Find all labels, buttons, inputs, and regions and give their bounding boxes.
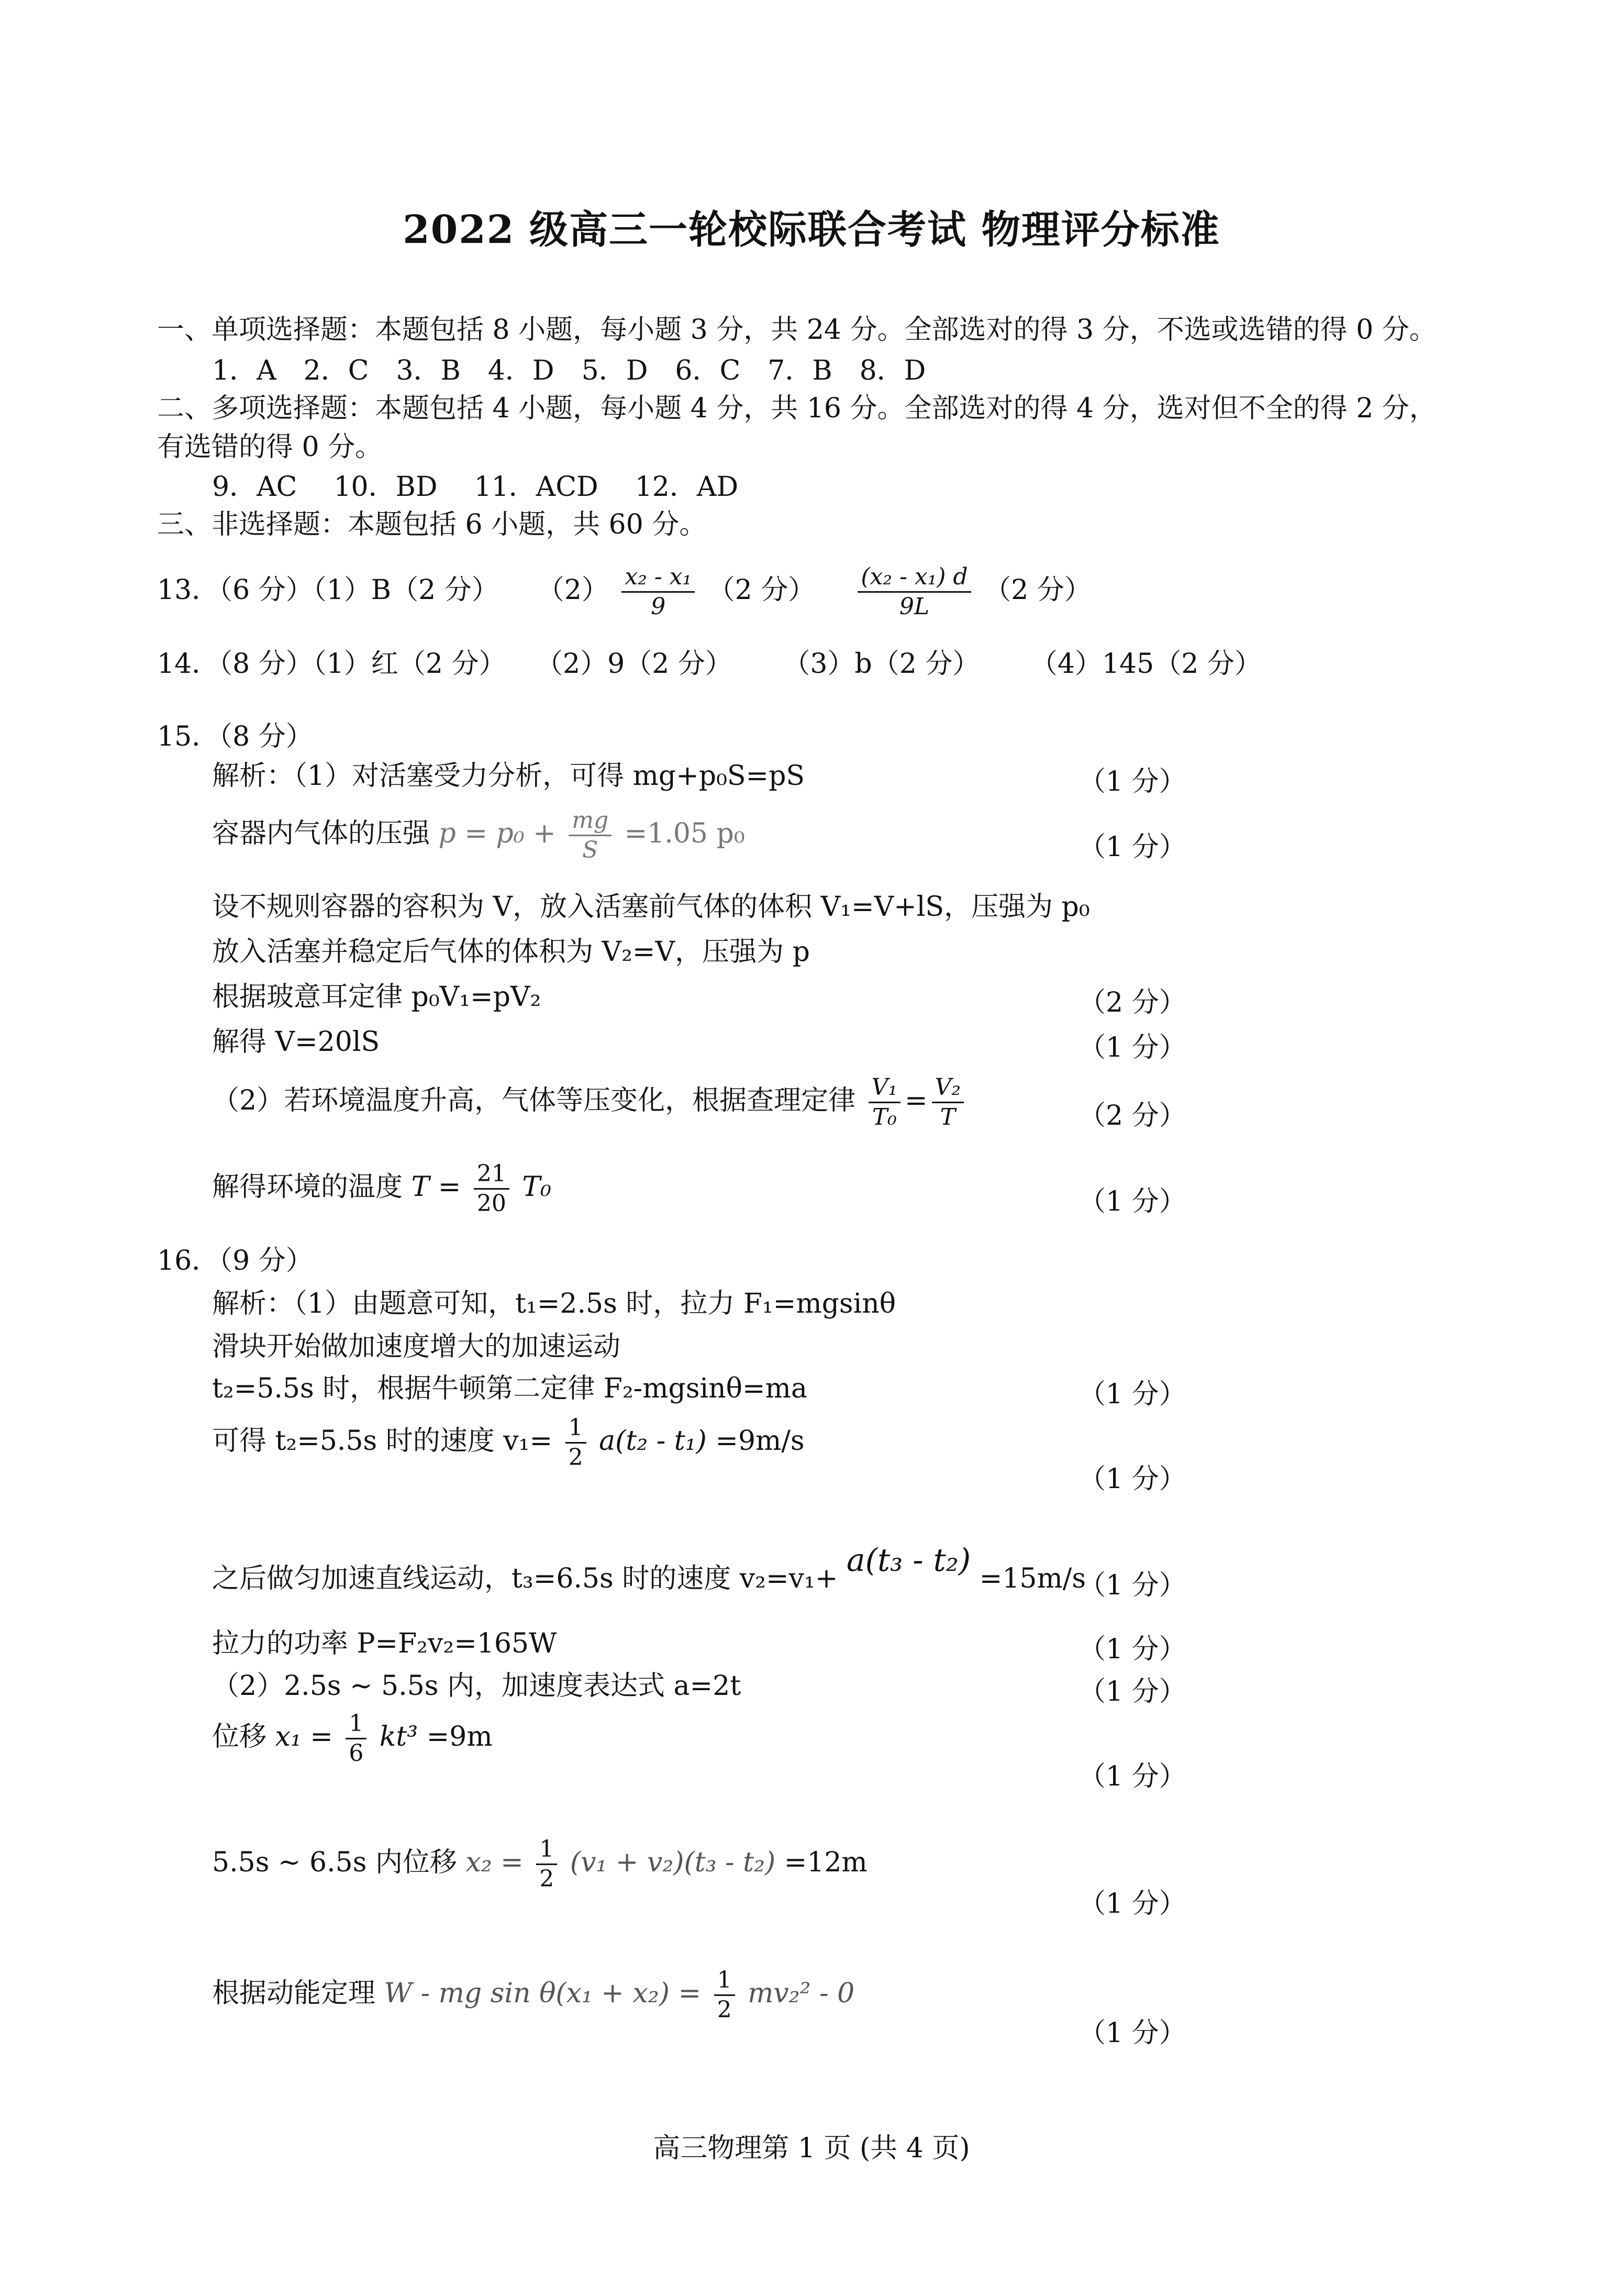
q16-line10-fraction: [714, 1966, 735, 2024]
q16-line5-text: 之后做匀加速直线运动，t₃=6.5s 时的速度 v₂=v₁+: [212, 1563, 838, 1594]
q15-line2-numerator: mg: [569, 806, 612, 836]
q15-line7-denominator-1: T₀: [872, 1104, 897, 1130]
section1-heading: 一、单项选择题：本题包括 8 小题，每小题 3 分，共 24 分。全部选对的得 3 分，不选或选错的得 0 分。: [157, 314, 1437, 346]
q16-line4-rhs: =9m/s: [715, 1425, 805, 1457]
q16-line9-rhs: =12m: [784, 1847, 868, 1878]
q16-line5: [212, 1542, 1086, 1595]
q15-line6: 解得 V=20lS: [212, 1026, 380, 1058]
section1-answers: [212, 354, 953, 387]
q16-line4-fraction: [565, 1414, 586, 1472]
q16-line4-expr: a(t₂ - t₁): [599, 1425, 707, 1457]
q14-line: [157, 647, 1262, 681]
q16-line4-denominator: 2: [568, 1444, 583, 1471]
q16-line7-score: （1 分）: [1079, 1676, 1186, 1707]
q13-fraction-2-numerator: (x₂ - x₁) d: [858, 563, 971, 593]
q13-fraction-1-numerator: x₂ - x₁: [621, 563, 695, 593]
q13-part1: 13．（6 分）（1）B（2 分）: [157, 574, 499, 606]
answer-6: 6．C: [675, 355, 741, 386]
q15-line3: 设不规则容器的容积为 V，放入活塞前气体的体积 V₁=V+lS，压强为 p₀: [212, 891, 1090, 923]
q13-fraction-2-denominator: 9L: [899, 593, 930, 620]
q15-line8-fraction: [474, 1160, 509, 1218]
answer-3: 3．B: [396, 355, 461, 386]
q16-line3-score: （1 分）: [1079, 1379, 1186, 1410]
answer-10: 10．BD: [334, 471, 438, 503]
q16-line9-numerator: 1: [536, 1835, 557, 1865]
q15-line7-numerator-2: V₂: [932, 1073, 964, 1103]
q16-line4: [212, 1414, 805, 1472]
q15-line8-text: 解得环境的温度: [212, 1171, 403, 1203]
q16-line5-rhs: =15m/s: [979, 1563, 1086, 1594]
q16-line2: 滑块开始做加速度增大的加速运动: [212, 1331, 621, 1362]
q16-line8-lhs: x₁ =: [275, 1721, 333, 1752]
answer-2: 2．C: [303, 355, 369, 386]
q13-score-2: （2 分）: [707, 574, 816, 606]
q13-part2-label: （2）: [537, 574, 609, 606]
q16-line8-denominator: 6: [349, 1740, 364, 1767]
q16-line7: （2）2.5s ~ 5.5s 内，加速度表达式 a=2t: [212, 1670, 741, 1702]
q15-line4: 放入活塞并稳定后气体的体积为 V₂=V，压强为 p: [212, 936, 810, 968]
q16-heading: 16．（9 分）: [157, 1245, 313, 1277]
q15-line7-score: （2 分）: [1079, 1100, 1186, 1132]
answer-8: 8．D: [859, 355, 926, 386]
q15-line7-denominator-2: T: [940, 1104, 956, 1130]
q13-fraction-2: [858, 563, 971, 621]
q16-line10-text: 根据动能定理: [212, 1978, 376, 2009]
q15-line5: 根据玻意耳定律 p₀V₁=pV₂: [212, 981, 541, 1013]
q15-line8-score: （1 分）: [1079, 1186, 1186, 1217]
q15-line2-score: （1 分）: [1079, 831, 1186, 863]
q16-line4-text: 可得 t₂=5.5s 时的速度 v₁=: [212, 1425, 553, 1457]
q15-line2: [212, 806, 745, 864]
answer-9: 9．AC: [212, 471, 297, 503]
q13-line: [157, 563, 1092, 621]
q16-line10-expr: mv₂² - 0: [748, 1978, 855, 2009]
q15-line8-denominator: 20: [476, 1190, 506, 1217]
q15-line7-numerator-1: V₁: [869, 1073, 901, 1103]
q16-line9-score: （1 分）: [1079, 1888, 1186, 1920]
q15-line7-fraction-1: [869, 1073, 901, 1132]
q16-line3: t₂=5.5s 时，根据牛顿第二定律 F₂-mgsinθ=ma: [212, 1373, 807, 1404]
q16-line10-score: （1 分）: [1079, 2017, 1186, 2049]
q16-line9-fraction: [536, 1835, 557, 1893]
q16-line8-expr: kt³: [379, 1721, 418, 1752]
q16-line8-numerator: 1: [346, 1710, 366, 1739]
q16-line9-text: 5.5s ~ 6.5s 内位移: [212, 1847, 457, 1878]
q15-line8-numerator: 21: [474, 1160, 509, 1190]
q14-part1: 14．（8 分）（1）红（2 分）: [157, 648, 506, 680]
q16-line10-denominator: 2: [717, 1996, 732, 2023]
q13-fraction-1: [621, 563, 695, 621]
q16-line8: [212, 1710, 493, 1768]
q16-line1: 解析：（1）由题意可知，t₁=2.5s 时，拉力 F₁=mgsinθ: [212, 1288, 896, 1319]
q15-line2-denominator: S: [582, 837, 598, 863]
q16-line8-rhs: =9m: [426, 1721, 493, 1752]
q16-line10: [212, 1966, 854, 2024]
q13-score-3: （2 分）: [984, 574, 1092, 606]
q16-line8-fraction: [346, 1710, 366, 1768]
q16-line10-lhs: W - mg sin θ(x₁ + x₂) =: [384, 1978, 702, 2009]
section2-heading-line2: 有选错的得 0 分。: [157, 431, 383, 463]
q15-line2-text: 容器内气体的压强: [212, 818, 430, 849]
q16-line9-denominator: 2: [539, 1866, 554, 1892]
q16-line9: [212, 1835, 868, 1893]
q15-line7-fraction-2: [932, 1073, 964, 1132]
q16-line9-lhs: x₂ =: [465, 1847, 524, 1878]
q14-part3: （3）b（2 分）: [783, 648, 980, 680]
section2-heading-line1: 二、多项选择题：本题包括 4 小题，每小题 4 分，共 16 分。全部选对的得 4 分，选对但不全的得 2 分，: [157, 393, 1437, 424]
q16-line10-numerator: 1: [714, 1966, 735, 1996]
q15-line1-score: （1 分）: [1079, 766, 1186, 797]
answer-11: 11．ACD: [474, 471, 598, 503]
q14-part4: （4）145（2 分）: [1030, 648, 1262, 680]
answer-1: 1．A: [212, 355, 276, 386]
q15-line2-fraction: [569, 806, 612, 864]
answer-5: 5．D: [581, 355, 648, 386]
section2-answers: [212, 470, 765, 504]
q16-line8-text: 位移: [212, 1721, 267, 1752]
q15-line2-rhs: =1.05 p₀: [624, 818, 745, 849]
q16-line6-score: （1 分）: [1079, 1634, 1186, 1665]
q13-fraction-1-denominator: 9: [651, 593, 666, 620]
answer-4: 4．D: [487, 355, 554, 386]
q15-line6-score: （1 分）: [1079, 1032, 1186, 1063]
q16-line5-score: （1 分）: [1079, 1570, 1186, 1601]
q16-line9-expr: (v₁ + v₂)(t₃ - t₂): [570, 1847, 776, 1878]
q15-line2-lhs: p = p₀ +: [438, 818, 556, 849]
page-title: 2022 级高三一轮校际联合考试 物理评分标准: [403, 207, 1220, 252]
section3-heading: 三、非选择题：本题包括 6 小题，共 60 分。: [157, 509, 707, 540]
q15-line7: （2）若环境温度升高，气体等压变化，根据查理定律 $\frac{\text{V₁}}{\text{T₀}}$ = $\frac{\text{V₂}}{T}$: [212, 1073, 968, 1132]
q16-line4-score: （1 分）: [1079, 1463, 1186, 1495]
q16-line6: 拉力的功率 P=F₂v₂=165W: [212, 1628, 557, 1659]
q15-line5-score: （2 分）: [1079, 987, 1186, 1018]
q16-line8-score: （1 分）: [1079, 1761, 1186, 1792]
q15-line8: [212, 1160, 551, 1218]
q16-line5-expr: a(t₃ - t₂): [846, 1542, 971, 1579]
q15-line8-rhs: T₀: [522, 1171, 551, 1203]
q15-line8-lhs: T =: [411, 1171, 461, 1203]
q14-part2: （2）9（2 分）: [536, 648, 732, 680]
q15-heading: 15．（8 分）: [157, 721, 313, 752]
answer-12: 12．AD: [635, 471, 739, 503]
answer-7: 7．B: [768, 355, 832, 386]
q16-line4-numerator: 1: [565, 1414, 586, 1444]
q15-line1: 解析：（1）对活塞受力分析，可得 mg+p₀S=pS: [212, 760, 805, 792]
q15-line7-text: （2）若环境温度升高，气体等压变化，根据查理定律: [212, 1085, 856, 1116]
page-footer: 高三物理第 1 页 (共 4 页): [653, 2133, 970, 2164]
